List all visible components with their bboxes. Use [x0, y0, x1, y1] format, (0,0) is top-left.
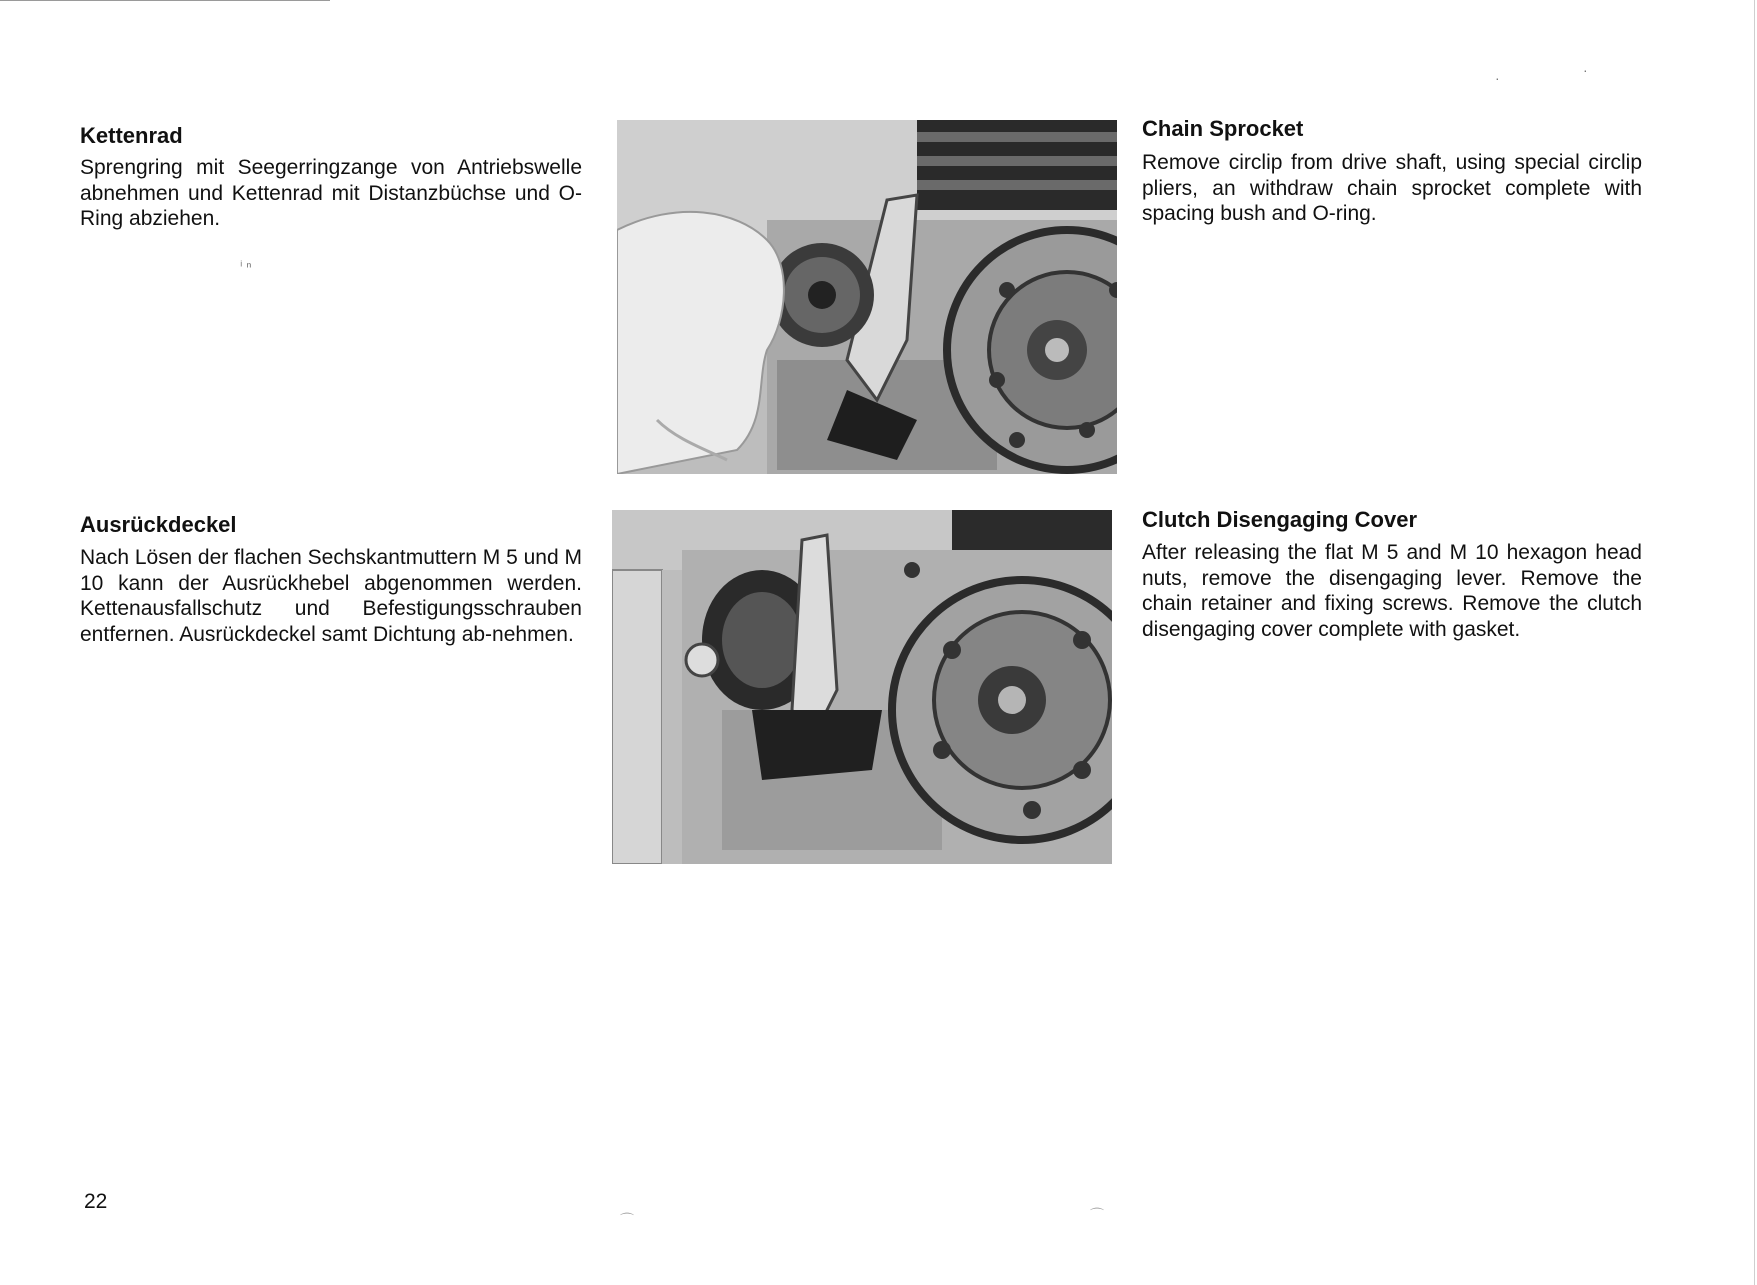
photo-clutch-cover [612, 510, 1112, 864]
page-number: 22 [84, 1190, 108, 1213]
text-chain-sprocket: Remove circlip from drive shaft, using special circlip pliers, an withdraw chain sprocket complete with spacing bush and O-ring. [1142, 151, 1642, 225]
show-through-text [1500, 900, 1650, 1140]
text-clutch-disengaging-cover: After releasing the flat M 5 and M 10 hexagon head nuts, remove the disengaging lever. Remove the chain retainer and fixing screws. Remove the clutch disengaging cover complete with gasket. [1142, 541, 1642, 641]
scan-speck: · [1583, 62, 1588, 78]
scan-mark: ⌒ [1090, 1207, 1104, 1223]
heading-clutch-disengaging-cover: Clutch Disengaging Cover [1142, 507, 1418, 532]
scan-mark: ⌒ [620, 1212, 634, 1228]
top-edge-line [0, 0, 330, 1]
page-edge-line [1754, 0, 1755, 1285]
heading-ausrueckdeckel: Ausrückdeckel [80, 512, 237, 537]
text-kettenrad: Sprengring mit Seegerringzange von Antriebswelle abnehmen und Kettenrad mit Distanzbüchse und O-Ring abziehen. [80, 156, 582, 230]
scan-speck: · [1495, 70, 1500, 86]
heading-chain-sprocket: Chain Sprocket [1142, 116, 1304, 141]
scan-speck: ⁱ ⁿ [240, 258, 252, 274]
text-ausrueckdeckel: Nach Lösen der flachen Sechskantmuttern M 5 und M 10 kann der Ausrückhebel abgenommen werden. Kettenausfallschutz und Befestigungsschrauben entfernen. Ausrückdeckel samt Dichtung ab-nehmen. [80, 546, 582, 646]
photo-chain-sprocket-removal [617, 120, 1117, 474]
heading-kettenrad: Kettenrad [80, 123, 183, 148]
